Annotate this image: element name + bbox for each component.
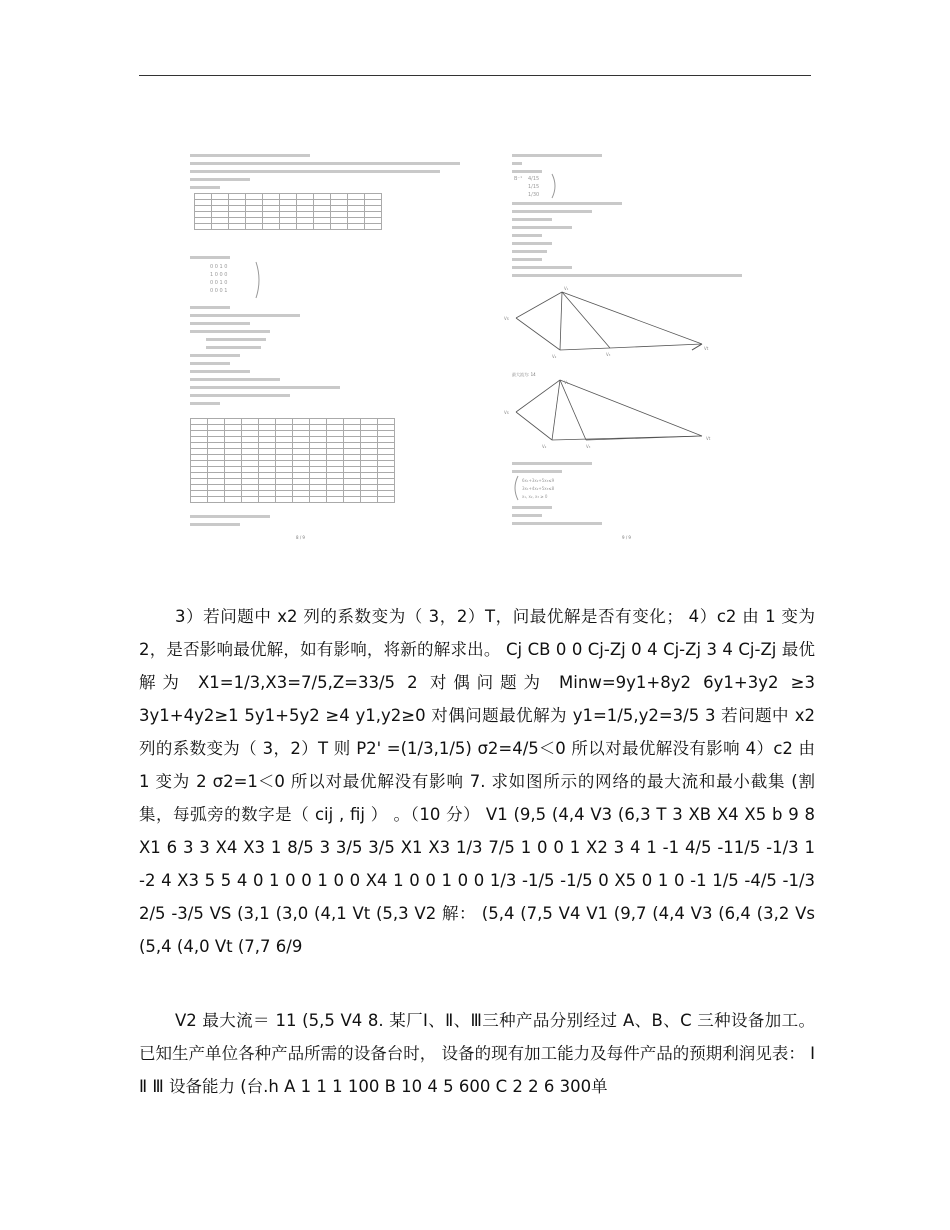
scan-right-page xyxy=(502,140,802,545)
svg-text:0 0 0 1: 0 0 0 1 xyxy=(210,288,228,294)
svg-text:3x₁+4x₂+5x₃≤8: 3x₁+4x₂+5x₃≤8 xyxy=(522,486,555,491)
svg-text:V₃: V₃ xyxy=(586,444,591,449)
body-paragraph-2 xyxy=(139,1004,815,1103)
paragraph-text-1: 3）若问题中 x2 列的系数变为（ 3，2）T，问最优解是否有变化； 4）c2 由 1 变为 2，是否影响最优解，如有影响，将新的解求出。 Cj CB 0 0 Cj-Zj 0 4 Cj-Zj 3 4 Cj-Zj 最优解为 X1=1/3,X3=7/5,Z=33/5 2 对偶问题为 Minw=9y1+8y2 6y1+3y2 ≥3 3y1+4y2≥1 5y1+5y2 ≥4 y1,y2≥0 对偶问题最优解为 y1=1/5,y2=3/5 3 若问题中 x2 列的系数变为（ 3，2）T 则 P2' =(1/3,1/5) σ2=4/5＜0 所以对最优解没有影响 4）c2 由 1 变为 2 σ2=1＜0 所以对最优解没有影响 7. 求如图所示的网络的最大流和最小截集 (割集，每弧旁的数字是（ cij , fij ） 。（10 分） V1 (9,5 (4,4 V3 (6,3 T 3 XB X4 X5 b 9 8 X1 6 3 3 X4 X3 1 8/5 3 3/5 3/5 X1 X3 1/3 7/5 1 0 0 1 X2 3 4 1 -1 4/5 -11/5 -1/3 1 -2 4 X3 5 5 4 0 1 0 0 1 0 0 X4 1 0 0 1 0 0 1/3 -1/5 -1/5 0 X5 0 1 0 -1 1/5 -4/5 -1/3 2/5 -3/5 VS (3,1 (3,0 (4,1 Vt (5,3 V2 解： (5,4 (7,5 V4 V1 (9,7 (4,4 V3 (6,4 (3,2 Vs (5,4 (4,0 Vt (7,7 6/9 xyxy=(139,607,815,956)
scan-left-page-number: 8 / 9 xyxy=(296,535,305,540)
scan-matrix xyxy=(206,260,286,300)
body-paragraph-1 xyxy=(139,600,815,963)
svg-text:1/30: 1/30 xyxy=(528,192,540,198)
svg-text:V₂: V₂ xyxy=(542,444,547,449)
svg-text:Vt: Vt xyxy=(704,346,709,351)
svg-text:1/15: 1/15 xyxy=(528,184,540,190)
svg-text:0 0 1 0: 0 0 1 0 xyxy=(210,280,228,286)
svg-text:x₁, x₂, x₃ ≥ 0: x₁, x₂, x₃ ≥ 0 xyxy=(522,494,548,499)
scan-left-page xyxy=(176,140,476,545)
scan-network-diagram-1 xyxy=(502,280,802,370)
svg-text:V₁: V₁ xyxy=(564,380,569,385)
svg-text:V₃: V₃ xyxy=(606,352,611,357)
svg-text:B⁻¹: B⁻¹ xyxy=(514,176,523,182)
svg-text:4/15: 4/15 xyxy=(528,176,540,182)
scan-network-diagram-2 xyxy=(502,378,802,458)
svg-text:V₂: V₂ xyxy=(552,354,557,359)
svg-text:Vs: Vs xyxy=(504,410,509,415)
svg-text:Vt: Vt xyxy=(706,436,711,441)
scan-constraints xyxy=(512,474,582,502)
header-rule xyxy=(139,75,811,76)
scan-right-page-number: 9 / 9 xyxy=(622,535,631,540)
scan-simplex-table xyxy=(190,418,395,503)
svg-text:1 0 0 0: 1 0 0 0 xyxy=(210,272,228,278)
svg-text:Vs: Vs xyxy=(504,316,509,321)
scan-right-matrix xyxy=(512,172,572,200)
svg-text:6x₁+3x₂+5x₃≤9: 6x₁+3x₂+5x₃≤9 xyxy=(522,478,555,483)
scanned-page-thumbnail xyxy=(176,140,804,545)
paragraph-text-2: V2 最大流＝ 11 (5,5 V4 8. 某厂Ⅰ、Ⅱ、Ⅲ三种产品分别经过 A、B、C 三种设备加工。已知生产单位各种产品所需的设备台时， 设备的现有加工能力及每件产品的预期利润见表： Ⅰ Ⅱ Ⅲ 设备能力 (台.h A 1 1 1 100 B 10 4 5 600 C 2 2 6 300单 xyxy=(139,1011,815,1096)
svg-text:V₁: V₁ xyxy=(564,286,569,291)
svg-text:0 0 1 0: 0 0 1 0 xyxy=(210,264,228,270)
scan-max-flow-label: 最大流为: 14 xyxy=(512,372,536,377)
scan-assignment-table xyxy=(194,193,382,230)
